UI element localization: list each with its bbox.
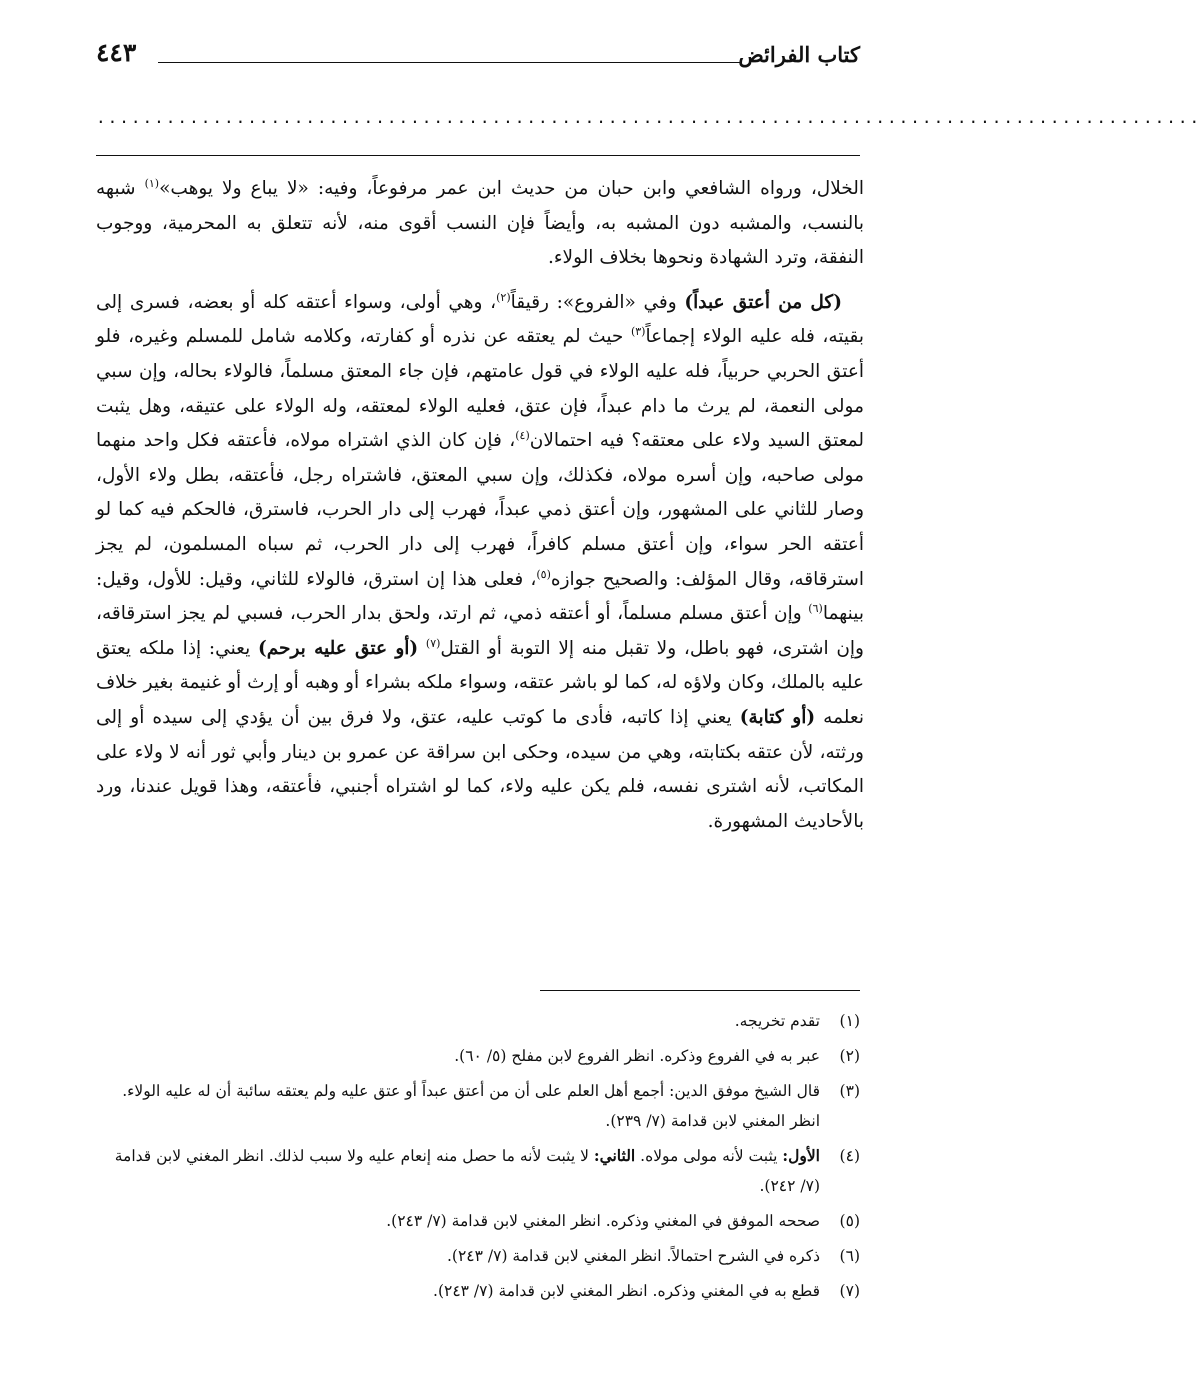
- footnote-ref-3: (٣): [630, 325, 646, 339]
- footnote-text: [96, 1141, 820, 1201]
- footnote-6: [96, 1241, 860, 1271]
- text-run: يعني: إذا ملكه يعتق عليه بالملك، وكان ولاؤه له، كما لو باشر عتقه، وسواء ملكه بشراء أو وهبه أو إرث أو غنيمة بغير خلاف نعلمه: [96, 637, 864, 728]
- footnote-4: [96, 1141, 860, 1201]
- text-run: [418, 638, 426, 659]
- dotted-separator: ...............................................................................................: [96, 108, 1201, 127]
- paragraph-1: [96, 172, 864, 276]
- text-run: وإن أعتق مسلم مسلماً، أو أعتقه ذمي، ثم ارتد، ولحق بدار الحرب، فسبي لم يجز استرقاقه، وإن اشترى، فهو باطل، ولا تقبل منه إلا التوبة أو القتل: [96, 603, 864, 659]
- footnotes: [96, 1006, 860, 1311]
- footnote-ref-5: (٥): [536, 567, 551, 581]
- footnote-text: عبر به في الفروع وذكره. انظر الفروع لابن مفلح (٥/ ٦٠).: [454, 1047, 820, 1065]
- matn-quote: (كل من أعتق عبداً): [684, 291, 842, 313]
- footnote-1: [96, 1006, 860, 1036]
- footnote-5: [96, 1206, 860, 1236]
- footnote-number: (٧): [839, 1282, 860, 1300]
- footnote-text: تقدم تخريجه.: [734, 1012, 820, 1030]
- footnote-rule: [540, 990, 860, 991]
- footnote-ref-7: (٧): [425, 636, 441, 650]
- matn-quote: (أو عتق عليه برحم): [257, 637, 419, 659]
- footnote-text: صححه الموفق في المغني وذكره. انظر المغني لابن قدامة (٧/ ٢٤٣).: [386, 1212, 820, 1230]
- paragraph-2: [96, 286, 864, 840]
- footnote-label: الأول:: [782, 1146, 820, 1165]
- footnote-text: قال الشيخ موفق الدين: أجمع أهل العلم على أن من أعتق عبداً أو عتق عليه ولم يعتقه سائبة أن له عليه الولاء. انظر المغني لابن قدامة (٧/ ٢٣٩).: [122, 1082, 820, 1130]
- footnote-ref-6: (٦): [808, 601, 823, 615]
- footnote-text: قطع به في المغني وذكره. انظر المغني لابن قدامة (٧/ ٢٤٣).: [433, 1282, 820, 1300]
- text-run: ، فإن كان الذي اشتراه مولاه، فأعتقه فكل واحد منهما مولى صاحبه، وإن أسره مولاه، فكذلك، وإن سبي المعتق، فاشتراه رجل، فأعتقه، بطل ولاء الأول، وصار للثاني على المشهور، وإن أعتق ذمي عبداً، فهرب إلى دار الحرب، فاسترق، فالحكم فيه كما لو أعتقه الحر سواء، وإن أعتق مسلم كافراً، فهرب إلى دار الحرب، ثم سباه المسلمون، لم يجز استرقاقه، وقال المؤلف: والصحيح جوازه: [96, 430, 864, 590]
- footnote-2: [96, 1041, 860, 1071]
- footnote-label: الثاني:: [593, 1146, 636, 1165]
- footnote-ref-2: (٢): [496, 290, 511, 304]
- page-number: ٤٤٣: [96, 38, 137, 67]
- footnote-7: [96, 1276, 860, 1306]
- book-title: كتاب الفرائض: [738, 42, 860, 67]
- top-rule: [96, 155, 860, 156]
- text-run: شبهه بالنسب، والمشبه دون المشبه به، وأيضاً فإن النسب أقوى منه، لأنه تتعلق به المحرمية، ووجوب النفقة، وترد الشهادة ونحوها بخلاف الولاء.: [96, 178, 864, 269]
- text-run: لا يثبت لأنه ما حصل منه إنعام عليه ولا سبب لذلك. انظر المغني لابن قدامة (٧/ ٢٤٢).: [114, 1147, 820, 1195]
- footnote-ref-1: (١): [144, 176, 160, 190]
- footnote-number: (١): [839, 1012, 860, 1030]
- text-run: يثبت لأنه مولى مولاه.: [635, 1147, 783, 1165]
- footnote-number: (٤): [839, 1147, 860, 1165]
- text-run: يعني إذا كاتبه، فأدى ما كوتب عليه، عتق، ولا فرق بين أن يؤدي إلى سيده أو إلى ورثته، لأن عتقه بكتابته، وهي من سيده، وحكى ابن سراقة عن عمرو بن دينار وأبي ثور أنه لا ولاء على المكاتب، لأنه اشترى نفسه، فلم يكن عليه ولاء، كما لو اشتراه أجنبي، فأعتقه، وهذا قويل عندنا، ورد بالأحاديث المشهورة.: [96, 706, 864, 832]
- text-run: حيث لم يعتقه عن نذره أو كفارته، وكلامه شامل للمسلم وغيره، فلو أعتق الحربي حربياً، فله عليه الولاء في قول عامتهم، فإن جاء المعتق مسلماً، فالولاء بحاله، وإن سبي مولى النعمة، لم يرث ما دام عبداً، فإن عتق، فعليه الولاء لمعتقه، وله الولاء على عتيقه، وهل يثبت لمعتق السيد ولاء على معتقه؟ فيه احتمالان: [96, 326, 864, 452]
- text-run: الخلال، ورواه الشافعي وابن حبان من حديث ابن عمر مرفوعاً، وفيه: «لا يباع ولا يوهب»: [159, 178, 864, 199]
- footnote-number: (٦): [839, 1247, 860, 1265]
- footnote-text: ذكره في الشرح احتمالاً. انظر المغني لابن قدامة (٧/ ٢٤٣).: [447, 1247, 820, 1265]
- footnote-number: (٥): [839, 1212, 860, 1230]
- footnote-number: (٣): [839, 1082, 860, 1100]
- footnote-number: (٢): [839, 1047, 860, 1065]
- footnote-3: [96, 1076, 860, 1136]
- text-run: وفي «الفروع»: رقيقاً: [510, 291, 685, 313]
- header-rule: [158, 62, 742, 63]
- footnote-ref-4: (٤): [515, 429, 530, 442]
- matn-quote: (أو كتابة): [739, 706, 816, 728]
- text-run: ، وهي أولى، وسواء أعتقه كله أو بعضه، فسرى إلى بقيته، فله عليه الولاء إجماعاً: [96, 291, 864, 348]
- main-text: [96, 172, 864, 839]
- text-run: ، فعلى هذا إن استرق، فالولاء للثاني، وقيل: للأول، وقيل: بينهما: [96, 568, 864, 625]
- page-header: [96, 38, 860, 78]
